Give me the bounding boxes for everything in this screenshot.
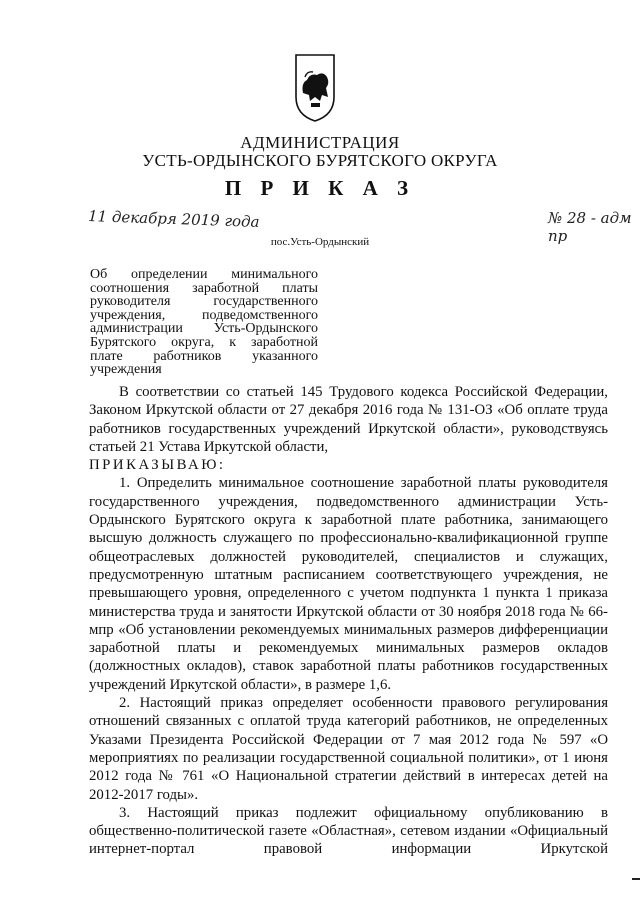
preamble-paragraph: В соответствии со статьей 145 Трудового кодекса Российской Федерации, Законом Иркутской области от 27 декабря 2016 года № 131-ОЗ «Об оплате труда работников государственных учреждений Иркутской области», руководствуясь статьей 21 Устава Иркутской области, bbox=[89, 384, 608, 455]
header-region: УСТЬ-ОРДЫНСКОГО БУРЯТСКОГО ОКРУГА bbox=[142, 151, 498, 170]
coat-of-arms-icon bbox=[293, 53, 337, 123]
order-body bbox=[89, 383, 608, 859]
order-item-1: 1. Определить минимальное соотношение заработной платы руководителя государственного учреждения, подведомственного администрации Усть-Ордынского Бурятского округа к заработной плате работника, занимающего высшую должность служащего по профессионально-квалификационной группе общеотраслевых должностей руководителей, специалистов и служащих, предусмотренную штатным расписанием соответствующего учреждения, не превышающего уровня, определенного с учетом подпункта 1 пункта 1 приказа министерства труда и занятости Иркутской области от 30 ноября 2018 года № 66-мпр «Об установлении рекомендуемых минимальных размеров дифференциации заработной платы и рекомендуемых минимальных размеров окладов (должностных окладов), ставок заработной платы работников государственных учреждений Иркутской области», в размере 1,6. bbox=[89, 475, 608, 693]
order-item-2: 2. Настоящий приказ определяет особенности правового регулирования отношений связанных с оплатой труда категорий работников, не определенных Указами Президента Российской Федерации от 7 мая 2012 года № 597 «О мероприятиях по реализации государственной социальной политики», от 1 июня 2012 года № 761 «О Национальной стратегии действий в интересах детей на 2012-2017 годы». bbox=[89, 695, 608, 803]
order-item-3: 3. Настоящий приказ подлежит официальному опубликованию в общественно-политической газете «Областная», сетевом издании «Официальный интернет-портал правовой информации Иркутской bbox=[89, 804, 608, 858]
document-date: 11 декабря 2019 года bbox=[87, 207, 260, 231]
header-organization: АДМИНИСТРАЦИЯ bbox=[240, 133, 400, 152]
order-subject: Об определении минимального соотношения заработной платы руководителя государственного учреждения, подведомственного администрации Усть-Ордынского Бурятского округа, к заработной плате работников указанного учреждения bbox=[90, 267, 318, 378]
scan-edge-mark bbox=[632, 878, 640, 880]
place-of-issue: пос.Усть-Ордынский bbox=[270, 236, 370, 248]
document-number: № 28 - адм пр bbox=[548, 209, 632, 245]
order-keyword: ПРИКАЗЫВАЮ: bbox=[89, 457, 226, 474]
document-type-title: П Р И К А З bbox=[224, 176, 416, 200]
